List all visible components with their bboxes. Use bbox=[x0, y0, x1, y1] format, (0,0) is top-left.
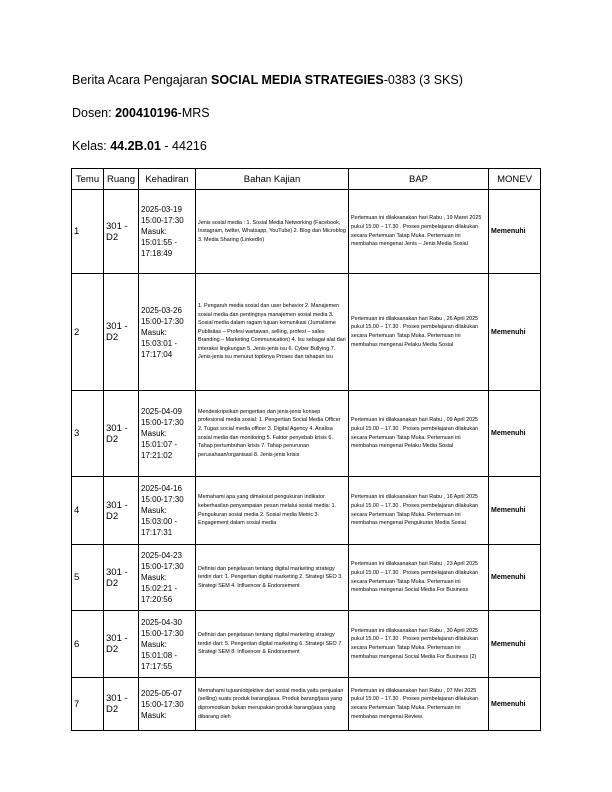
cell-kehadiran: 2025-03-19 15:00-17:30 Masuk: 15:01:55 - 17:18:49 bbox=[139, 190, 196, 274]
cell-temu: 7 bbox=[72, 678, 104, 731]
cell-bahan-kajian: Memahami tujuan/objektive dari sosial media yaitu penjualan (selling) suatu produk barang/jasa. Produk barang/jasa yang dipromosikan bukan merupakan produk barang/jasa yang dibarang oleh bbox=[196, 678, 349, 731]
cell-temu: 1 bbox=[72, 190, 104, 274]
course-name: SOCIAL MEDIA STRATEGIES bbox=[210, 73, 384, 87]
cell-kehadiran: 2025-04-09 15:00-17:30 Masuk: 15:01:07 - 17:21:02 bbox=[139, 391, 196, 477]
cell-kehadiran: 2025-04-16 15:00-17:30 Masuk: 15:03:00 - 17:17:31 bbox=[139, 477, 196, 545]
table-row bbox=[72, 678, 541, 731]
title-prefix: Berita Acara Pengajaran bbox=[72, 73, 211, 87]
cell-kehadiran: 2025-05-07 15:00-17:30 Masuk: bbox=[139, 678, 196, 731]
cell-temu: 6 bbox=[72, 611, 104, 678]
cell-monev: Memenuhi bbox=[489, 391, 541, 477]
cell-bahan-kajian: Definisi dan penjelasan tentang digital marketing strategy terdiri dari: 5. Pengertian digital marketing 6. Strategi SEO 7. Strategi SEM 8. Influencer & Endorsement bbox=[196, 611, 349, 678]
cell-monev: Memenuhi bbox=[489, 190, 541, 274]
kelas-line bbox=[72, 139, 207, 153]
bap-table bbox=[71, 168, 541, 731]
table-row bbox=[72, 477, 541, 545]
table-row bbox=[72, 545, 541, 611]
cell-monev: Memenuhi bbox=[489, 678, 541, 731]
table-row bbox=[72, 391, 541, 477]
cell-monev: Memenuhi bbox=[489, 274, 541, 391]
cell-bahan-kajian: Definisi dan penjelasan tentang digital marketing strategy terdiri dari: 1. Pengertian digital marketing 2. Strategi SEO 3. Strategi SEM 4. Influencer & Endorsement bbox=[196, 545, 349, 611]
course-code: -0383 (3 SKS) bbox=[383, 73, 463, 87]
dosen-line bbox=[72, 106, 210, 120]
cell-kehadiran: 2025-04-23 15:00-17:30 Masuk: 15:02:21 - 17:20:56 bbox=[139, 545, 196, 611]
kelas-suffix: - 44216 bbox=[160, 139, 207, 153]
kelas-code: 44.2B.01 bbox=[110, 139, 161, 153]
cell-monev: Memenuhi bbox=[489, 545, 541, 611]
table-header-row bbox=[72, 169, 541, 190]
col-header-ruang: Ruang bbox=[104, 169, 139, 190]
col-header-bahan-kajian: Bahan Kajian bbox=[196, 169, 349, 190]
cell-ruang: 301 - D2 bbox=[104, 190, 139, 274]
dosen-id: 200410196 bbox=[115, 106, 178, 120]
cell-ruang: 301 - D2 bbox=[104, 274, 139, 391]
cell-bap: Pertemuan ini dilaksanakan hari Rabu , 07 Mei 2025 pukul 15.00 – 17.30 . Proses pembelajaran dilakukan secara Pertemuan Tatap Muka. Pertemuan ini membahas mengenai Review. bbox=[349, 678, 489, 731]
dosen-label: Dosen: bbox=[72, 106, 116, 120]
cell-bahan-kajian: Memahami apa yang dimaksud pengukuran indikator keberhasilan penyampaian pesan melalui sosial media: 1. Pengukuran sosial media 2. Sosial media Metric 3. Engagement dalam sosial media bbox=[196, 477, 349, 545]
cell-kehadiran: 2025-04-30 15:00-17:30 Masuk: 15:01:08 - 17:17:55 bbox=[139, 611, 196, 678]
cell-ruang: 301 - D2 bbox=[104, 391, 139, 477]
cell-bahan-kajian: 1. Pengaruh media sosial dan user behavior 2. Manajemen sosial media dan pentingnya manajemen sosial media 3. Sosial media dalam ragam tujuan komunikasi (Jurnalisme Publisitas – Profesi wartawan, selling, profesi – sales Branding – Marketing Communication) 4. Isu sebagai alat dari interaksi lingkungan 5. Jenis-jenis isu 6. Cyber Bullying 7. Jenis-jenis isu menurut topiknya Proses dan tahapan isu bbox=[196, 274, 349, 391]
cell-temu: 5 bbox=[72, 545, 104, 611]
col-header-temu: Temu bbox=[72, 169, 104, 190]
cell-kehadiran: 2025-03-26 15:00-17:30 Masuk: 15:03:01 - 17:17:04 bbox=[139, 274, 196, 391]
table-row bbox=[72, 611, 541, 678]
title-line bbox=[72, 73, 463, 87]
col-header-bap: BAP bbox=[349, 169, 489, 190]
cell-bap: Pertemuan ini dilaksanakan hari Rabu , 23 April 2025 pukul 15.00 – 17.30 . Proses pembelajaran dilakukan secara Pertemuan Tatap Muka. Pertemuan ini membahas mengenai Social Media For Business bbox=[349, 545, 489, 611]
col-header-monev: MONEV bbox=[489, 169, 541, 190]
cell-bap: Pertemuan ini dilaksanakan hari Rabu , 26 April 2025 pukul 15.00 – 17.30 . Proses pembelajaran dilakukan secara Pertemuan Tatap Muka. Pertemuan ini membahas mengenai Pelaku Media Sosial bbox=[349, 274, 489, 391]
table-row bbox=[72, 274, 541, 391]
cell-ruang: 301 - D2 bbox=[104, 678, 139, 731]
dosen-suffix: -MRS bbox=[177, 106, 210, 120]
cell-monev: Memenuhi bbox=[489, 477, 541, 545]
cell-temu: 3 bbox=[72, 391, 104, 477]
table-row bbox=[72, 190, 541, 274]
cell-ruang: 301 - D2 bbox=[104, 545, 139, 611]
cell-bap: Pertemuan ini dilaksanakan hari Rabu , 30 April 2025 pukul 15.00 – 17.30 . Proses pembelajaran dilakukan secara Pertemuan Tatap Muka. Pertemuan ini membahas mengenai Social Media For Business (2) bbox=[349, 611, 489, 678]
cell-temu: 4 bbox=[72, 477, 104, 545]
cell-ruang: 301 - D2 bbox=[104, 477, 139, 545]
cell-bahan-kajian: Jenis sosial media : 1. Sosial Media Networking (Facebook, Instagram, twitter, Whatsapp, YouTube) 2. Blog dan Microblog 3. Media Sharing (LinkedIn) bbox=[196, 190, 349, 274]
cell-bap: Pertemuan ini dilaksanakan hari Rabu , 09 April 2025 pukul 15.00 – 17.30 . Proses pembelajaran dilakukan secara Pertemuan Tatap Muka. Pertemuan ini membahas mengenai Pelaku Media Sosial bbox=[349, 391, 489, 477]
cell-ruang: 301 - D2 bbox=[104, 611, 139, 678]
cell-bahan-kajian: Mendeskripsikan pengertian dan jenis-jenis konsep profesional media sosial: 1. Pengertian Social Media Officer 2. Tugas social media officer 3. Digital Agency 4. Analisa sosial media dan monitoring 5. Faktor penyebab krisis 6. Tahap pertumbuhan krisis 7. Tahap penurunan perusahaan/organisasi 8. Jenis-jenis krisis bbox=[196, 391, 349, 477]
cell-temu: 2 bbox=[72, 274, 104, 391]
cell-bap: Pertemuan ini dilaksanakan hari Rabu , 16 April 2025 pukul 15.00 – 17.30 . Proses pembelajaran dilakukan secara Pertemuan Tatap Muka. Pertemuan ini membahas mengenai Pengukuran Media Sosial bbox=[349, 477, 489, 545]
cell-monev: Memenuhi bbox=[489, 611, 541, 678]
kelas-label: Kelas: bbox=[72, 139, 111, 153]
col-header-kehadiran: Kehadiran bbox=[139, 169, 196, 190]
cell-bap: Pertemuan ini dilaksanakan hari Rabu , 19 Maret 2025 pukul 15.00 – 17.30 . Proses pembelajaran dilakukan secara Pertemuan Tatap Muka. Pertemuan ini membahas mengenai Jenis – Jenis Media Sosial bbox=[349, 190, 489, 274]
